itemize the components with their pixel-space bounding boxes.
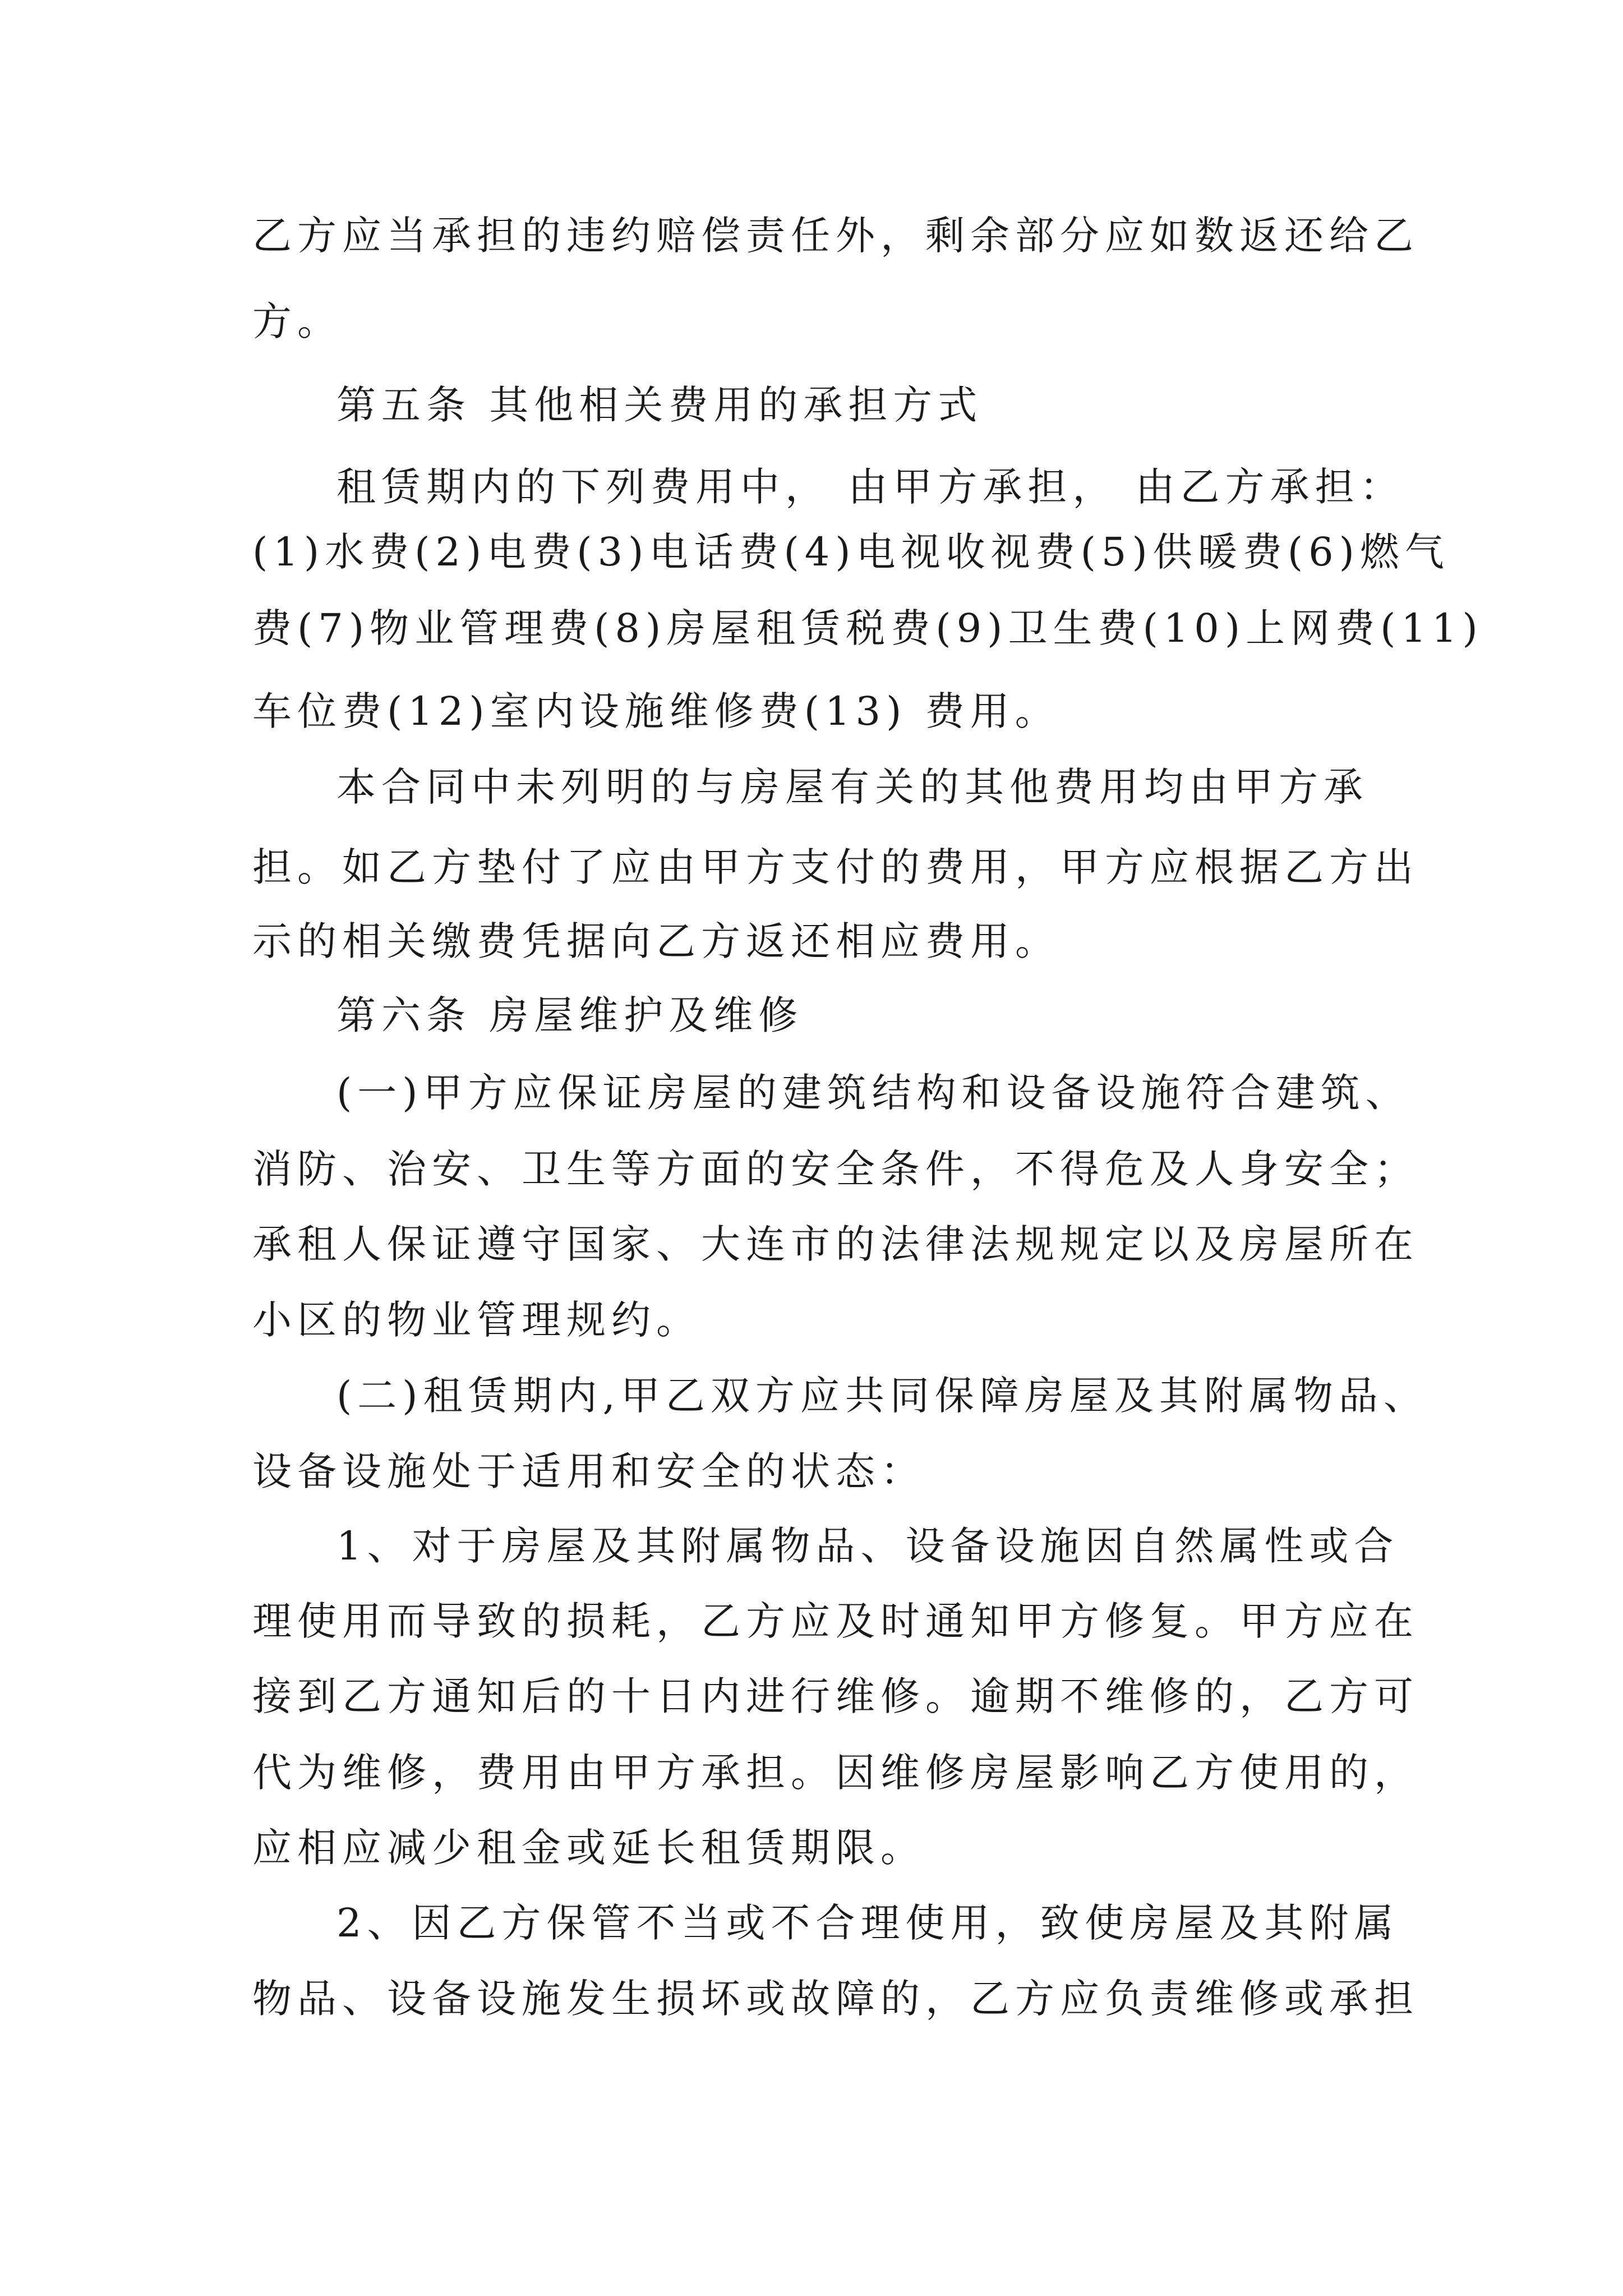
text-line: 1、对于房屋及其附属物品、设备设施因自然属性或合 [336,1523,1399,1569]
text-line: 物品、设备设施发生损坏或故障的，乙方应负责维修或承担 [252,1976,1419,2022]
text-line: 租赁期内的下列费用中， 由甲方承担， 由乙方承担： [336,464,1405,510]
text-line: 应相应减少租金或延长租赁期限。 [252,1825,925,1871]
text-line: 乙方应当承担的违约赔偿责任外，剩余部分应如数返还给乙 [252,213,1419,259]
text-line: (1)水费(2)电费(3)电话费(4)电视收视费(5)供暖费(6)燃气 [252,529,1450,575]
text-line: 示的相关缴费凭据向乙方返还相应费用。 [252,918,1060,964]
text-line: 承租人保证遵守国家、大连市的法律法规规定以及房屋所在 [252,1221,1419,1267]
text-line: 设备设施处于适用和安全的状态： [252,1448,925,1494]
text-line: (二)租赁期内,甲乙双方应共同保障房屋及其附属物品、 [336,1373,1428,1419]
text-line: 消防、治安、卫生等方面的安全条件，不得危及人身安全； [252,1146,1419,1192]
text-line: 方。 [252,298,342,344]
text-line: 车位费(12)室内设施维修费(13) 费用。 [252,688,1060,734]
section-heading-article-6: 第六条 房屋维护及维修 [336,992,804,1038]
section-heading-article-5: 第五条 其他相关费用的承担方式 [336,382,983,428]
text-line: 代为维修，费用由甲方承担。因维修房屋影响乙方使用的， [252,1750,1419,1796]
text-line: 担。如乙方垫付了应由甲方支付的费用，甲方应根据乙方出 [252,844,1419,890]
text-line: 小区的物业管理规约。 [252,1297,701,1343]
text-line: 2、因乙方保管不当或不合理使用，致使房屋及其附属 [336,1900,1399,1946]
text-line: 费(7)物业管理费(8)房屋租赁税费(9)卫生费(10)上网费(11) [252,605,1483,651]
text-line: 本合同中未列明的与房屋有关的其他费用均由甲方承 [336,764,1368,810]
text-line: 接到乙方通知后的十日内进行维修。逾期不维修的，乙方可 [252,1673,1419,1719]
text-line: (一)甲方应保证房屋的建筑结构和设备设施符合建筑、 [336,1070,1410,1116]
text-line: 理使用而导致的损耗，乙方应及时通知甲方修复。甲方应在 [252,1598,1419,1644]
